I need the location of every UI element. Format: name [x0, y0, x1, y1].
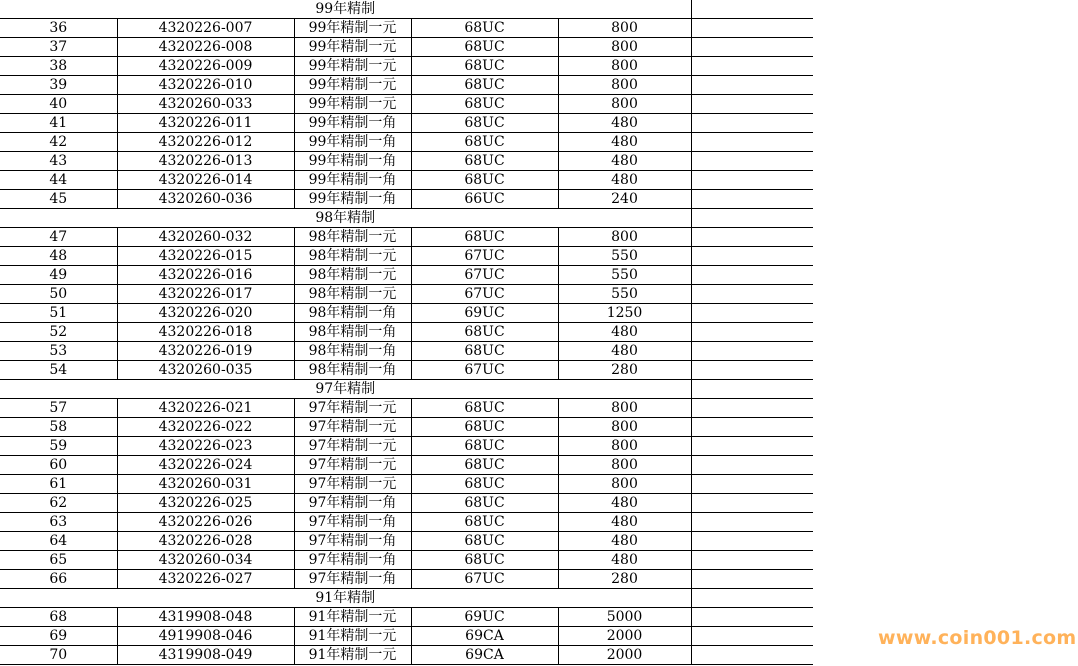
certificate-number-cell[interactable]: 4320226-018	[117, 323, 294, 342]
row-number-cell[interactable]: 49	[0, 266, 117, 285]
table-row	[0, 494, 813, 513]
grade-cell[interactable]: 68UC	[411, 76, 558, 95]
row-number-cell[interactable]: 61	[0, 475, 117, 494]
notes-cell[interactable]	[691, 38, 813, 57]
table-row	[0, 437, 813, 456]
price-cell[interactable]: 550	[558, 247, 691, 266]
price-cell[interactable]: 2000	[558, 646, 691, 665]
grade-cell[interactable]: 69UC	[411, 608, 558, 627]
notes-cell[interactable]	[691, 0, 813, 19]
certificate-number-cell[interactable]: 4320226-027	[117, 570, 294, 589]
table-row	[0, 418, 813, 437]
grade-cell[interactable]: 68UC	[411, 228, 558, 247]
certificate-number-cell[interactable]: 4320226-013	[117, 152, 294, 171]
item-name-cell[interactable]: 99年精制一元	[294, 38, 411, 57]
item-name-cell[interactable]: 99年精制一角	[294, 171, 411, 190]
certificate-number-cell[interactable]: 4320226-025	[117, 494, 294, 513]
price-cell[interactable]: 800	[558, 456, 691, 475]
price-cell[interactable]: 800	[558, 19, 691, 38]
section-header-row	[0, 0, 813, 19]
grade-cell[interactable]: 67UC	[411, 361, 558, 380]
row-number-cell[interactable]: 51	[0, 304, 117, 323]
grade-cell[interactable]: 67UC	[411, 570, 558, 589]
row-number-cell[interactable]: 38	[0, 57, 117, 76]
certificate-number-cell[interactable]: 4320226-020	[117, 304, 294, 323]
grade-cell[interactable]: 68UC	[411, 513, 558, 532]
certificate-number-cell[interactable]: 4320226-028	[117, 532, 294, 551]
table-row	[0, 19, 813, 38]
item-name-cell[interactable]: 91年精制一元	[294, 627, 411, 646]
table-row	[0, 361, 813, 380]
row-number-cell[interactable]: 54	[0, 361, 117, 380]
notes-cell[interactable]	[691, 152, 813, 171]
row-number-cell[interactable]: 43	[0, 152, 117, 171]
price-cell[interactable]: 480	[558, 133, 691, 152]
item-name-cell[interactable]: 99年精制一角	[294, 152, 411, 171]
notes-cell[interactable]	[691, 95, 813, 114]
row-number-cell[interactable]: 65	[0, 551, 117, 570]
certificate-number-cell[interactable]: 4320226-026	[117, 513, 294, 532]
grade-cell[interactable]: 68UC	[411, 551, 558, 570]
grade-cell[interactable]: 69CA	[411, 627, 558, 646]
row-number-cell[interactable]: 59	[0, 437, 117, 456]
certificate-number-cell[interactable]: 4319908-048	[117, 608, 294, 627]
section-title-cell[interactable]: 97年精制	[0, 380, 691, 399]
row-number-cell[interactable]: 48	[0, 247, 117, 266]
table-row	[0, 399, 813, 418]
price-cell[interactable]: 5000	[558, 608, 691, 627]
certificate-number-cell[interactable]: 4320226-007	[117, 19, 294, 38]
item-name-cell[interactable]: 98年精制一角	[294, 342, 411, 361]
certificate-number-cell[interactable]: 4320260-035	[117, 361, 294, 380]
site-watermark: www.coin001.com	[878, 627, 1077, 649]
table-row	[0, 228, 813, 247]
item-name-cell[interactable]: 99年精制一元	[294, 57, 411, 76]
item-name-cell[interactable]: 99年精制一角	[294, 133, 411, 152]
item-name-cell[interactable]: 99年精制一角	[294, 114, 411, 133]
notes-cell[interactable]	[691, 171, 813, 190]
certificate-number-cell[interactable]: 4320226-011	[117, 114, 294, 133]
price-cell[interactable]: 480	[558, 532, 691, 551]
notes-cell[interactable]	[691, 494, 813, 513]
row-number-cell[interactable]: 68	[0, 608, 117, 627]
notes-cell[interactable]	[691, 627, 813, 646]
certificate-number-cell[interactable]: 4320260-031	[117, 475, 294, 494]
certificate-number-cell[interactable]: 4320260-033	[117, 95, 294, 114]
certificate-number-cell[interactable]: 4320226-010	[117, 76, 294, 95]
certificate-number-cell[interactable]: 4320260-032	[117, 228, 294, 247]
notes-cell[interactable]	[691, 646, 813, 665]
price-cell[interactable]: 480	[558, 494, 691, 513]
price-cell[interactable]: 2000	[558, 627, 691, 646]
row-number-cell[interactable]: 41	[0, 114, 117, 133]
grade-cell[interactable]: 68UC	[411, 437, 558, 456]
row-number-cell[interactable]: 62	[0, 494, 117, 513]
section-header-row	[0, 209, 813, 228]
item-name-cell[interactable]: 97年精制一角	[294, 532, 411, 551]
notes-cell[interactable]	[691, 342, 813, 361]
row-number-cell[interactable]: 63	[0, 513, 117, 532]
item-name-cell[interactable]: 97年精制一角	[294, 570, 411, 589]
table-row	[0, 551, 813, 570]
table-row	[0, 38, 813, 57]
row-number-cell[interactable]: 40	[0, 95, 117, 114]
notes-cell[interactable]	[691, 551, 813, 570]
notes-cell[interactable]	[691, 532, 813, 551]
certificate-number-cell[interactable]: 4320260-036	[117, 190, 294, 209]
item-name-cell[interactable]: 98年精制一角	[294, 361, 411, 380]
price-cell[interactable]: 800	[558, 418, 691, 437]
section-title-cell[interactable]: 91年精制	[0, 589, 691, 608]
notes-cell[interactable]	[691, 513, 813, 532]
grade-cell[interactable]: 67UC	[411, 285, 558, 304]
grade-cell[interactable]: 68UC	[411, 19, 558, 38]
notes-cell[interactable]	[691, 589, 813, 608]
table-row	[0, 266, 813, 285]
grade-cell[interactable]: 69CA	[411, 646, 558, 665]
table-row	[0, 323, 813, 342]
table-row	[0, 342, 813, 361]
notes-cell[interactable]	[691, 76, 813, 95]
notes-cell[interactable]	[691, 266, 813, 285]
notes-cell[interactable]	[691, 133, 813, 152]
notes-cell[interactable]	[691, 285, 813, 304]
notes-cell[interactable]	[691, 399, 813, 418]
certificate-number-cell[interactable]: 4319908-049	[117, 646, 294, 665]
price-cell[interactable]: 240	[558, 190, 691, 209]
price-cell[interactable]: 480	[558, 513, 691, 532]
certificate-number-cell[interactable]: 4320226-023	[117, 437, 294, 456]
item-name-cell[interactable]: 97年精制一角	[294, 513, 411, 532]
grade-cell[interactable]: 67UC	[411, 266, 558, 285]
table-row	[0, 57, 813, 76]
table-row	[0, 152, 813, 171]
item-name-cell[interactable]: 91年精制一元	[294, 608, 411, 627]
notes-cell[interactable]	[691, 228, 813, 247]
price-cell[interactable]: 800	[558, 76, 691, 95]
table-row	[0, 247, 813, 266]
price-cell[interactable]: 800	[558, 38, 691, 57]
price-cell[interactable]: 800	[558, 228, 691, 247]
table-row	[0, 456, 813, 475]
notes-cell[interactable]	[691, 323, 813, 342]
row-number-cell[interactable]: 53	[0, 342, 117, 361]
grade-cell[interactable]: 67UC	[411, 247, 558, 266]
notes-cell[interactable]	[691, 437, 813, 456]
item-name-cell[interactable]: 98年精制一元	[294, 266, 411, 285]
row-number-cell[interactable]: 42	[0, 133, 117, 152]
row-number-cell[interactable]: 66	[0, 570, 117, 589]
price-cell[interactable]: 550	[558, 266, 691, 285]
price-cell[interactable]: 280	[558, 361, 691, 380]
notes-cell[interactable]	[691, 608, 813, 627]
grade-cell[interactable]: 69UC	[411, 304, 558, 323]
row-number-cell[interactable]: 50	[0, 285, 117, 304]
price-cell[interactable]: 480	[558, 323, 691, 342]
table-row	[0, 285, 813, 304]
grade-cell[interactable]: 68UC	[411, 456, 558, 475]
notes-cell[interactable]	[691, 380, 813, 399]
item-name-cell[interactable]: 97年精制一角	[294, 551, 411, 570]
price-cell[interactable]: 480	[558, 152, 691, 171]
price-cell[interactable]: 480	[558, 551, 691, 570]
table-row	[0, 304, 813, 323]
row-number-cell[interactable]: 69	[0, 627, 117, 646]
table-row	[0, 475, 813, 494]
table-row	[0, 114, 813, 133]
certificate-number-cell[interactable]: 4320226-009	[117, 57, 294, 76]
notes-cell[interactable]	[691, 57, 813, 76]
grade-cell[interactable]: 68UC	[411, 323, 558, 342]
item-name-cell[interactable]: 98年精制一角	[294, 304, 411, 323]
grade-cell[interactable]: 68UC	[411, 475, 558, 494]
price-cell[interactable]: 480	[558, 342, 691, 361]
section-header-row	[0, 589, 813, 608]
table-row	[0, 646, 813, 665]
notes-cell[interactable]	[691, 114, 813, 133]
certificate-number-cell[interactable]: 4320226-022	[117, 418, 294, 437]
grade-cell[interactable]: 66UC	[411, 190, 558, 209]
grade-cell[interactable]: 68UC	[411, 38, 558, 57]
price-cell[interactable]: 1250	[558, 304, 691, 323]
item-name-cell[interactable]: 98年精制一元	[294, 247, 411, 266]
item-name-cell[interactable]: 97年精制一元	[294, 475, 411, 494]
grade-cell[interactable]: 68UC	[411, 418, 558, 437]
row-number-cell[interactable]: 52	[0, 323, 117, 342]
grade-cell[interactable]: 68UC	[411, 399, 558, 418]
certificate-number-cell[interactable]: 4320226-008	[117, 38, 294, 57]
row-number-cell[interactable]: 44	[0, 171, 117, 190]
table-row	[0, 570, 813, 589]
certificate-number-cell[interactable]: 4320226-017	[117, 285, 294, 304]
grade-cell[interactable]: 68UC	[411, 95, 558, 114]
table-row	[0, 190, 813, 209]
table-row	[0, 171, 813, 190]
price-cell[interactable]: 800	[558, 437, 691, 456]
row-number-cell[interactable]: 39	[0, 76, 117, 95]
certificate-number-cell[interactable]: 4320226-015	[117, 247, 294, 266]
item-name-cell[interactable]: 99年精制一元	[294, 19, 411, 38]
row-number-cell[interactable]: 47	[0, 228, 117, 247]
notes-cell[interactable]	[691, 475, 813, 494]
table-row	[0, 95, 813, 114]
notes-cell[interactable]	[691, 19, 813, 38]
table-row	[0, 532, 813, 551]
row-number-cell[interactable]: 57	[0, 399, 117, 418]
section-header-row	[0, 380, 813, 399]
grade-cell[interactable]: 68UC	[411, 532, 558, 551]
grade-cell[interactable]: 68UC	[411, 342, 558, 361]
notes-cell[interactable]	[691, 418, 813, 437]
row-number-cell[interactable]: 64	[0, 532, 117, 551]
table-row	[0, 133, 813, 152]
item-name-cell[interactable]: 97年精制一元	[294, 456, 411, 475]
price-cell[interactable]: 800	[558, 475, 691, 494]
section-title-cell[interactable]: 99年精制	[0, 0, 691, 19]
certificate-number-cell[interactable]: 4320226-024	[117, 456, 294, 475]
certificate-number-cell[interactable]: 4320226-012	[117, 133, 294, 152]
item-name-cell[interactable]: 99年精制一元	[294, 95, 411, 114]
section-title-cell[interactable]: 98年精制	[0, 209, 691, 228]
item-name-cell[interactable]: 97年精制一元	[294, 418, 411, 437]
certificate-number-cell[interactable]: 4320226-021	[117, 399, 294, 418]
grade-cell[interactable]: 68UC	[411, 114, 558, 133]
notes-cell[interactable]	[691, 190, 813, 209]
grade-cell[interactable]: 68UC	[411, 494, 558, 513]
item-name-cell[interactable]: 98年精制一元	[294, 285, 411, 304]
item-name-cell[interactable]: 97年精制一角	[294, 494, 411, 513]
item-name-cell[interactable]: 99年精制一角	[294, 190, 411, 209]
certificate-number-cell[interactable]: 4320226-016	[117, 266, 294, 285]
row-number-cell[interactable]: 60	[0, 456, 117, 475]
item-name-cell[interactable]: 97年精制一元	[294, 399, 411, 418]
notes-cell[interactable]	[691, 209, 813, 228]
row-number-cell[interactable]: 58	[0, 418, 117, 437]
item-name-cell[interactable]: 99年精制一元	[294, 76, 411, 95]
price-cell[interactable]: 480	[558, 171, 691, 190]
price-cell[interactable]: 800	[558, 399, 691, 418]
certificate-number-cell[interactable]: 4320226-014	[117, 171, 294, 190]
notes-cell[interactable]	[691, 456, 813, 475]
price-cell[interactable]: 800	[558, 57, 691, 76]
price-cell[interactable]: 480	[558, 114, 691, 133]
certificate-number-cell[interactable]: 4320260-034	[117, 551, 294, 570]
price-cell[interactable]: 800	[558, 95, 691, 114]
notes-cell[interactable]	[691, 304, 813, 323]
row-number-cell[interactable]: 36	[0, 19, 117, 38]
grade-cell[interactable]: 68UC	[411, 133, 558, 152]
table-row	[0, 608, 813, 627]
price-cell[interactable]: 550	[558, 285, 691, 304]
item-name-cell[interactable]: 98年精制一角	[294, 323, 411, 342]
table-row	[0, 627, 813, 646]
table-row	[0, 513, 813, 532]
row-number-cell[interactable]: 70	[0, 646, 117, 665]
row-number-cell[interactable]: 45	[0, 190, 117, 209]
item-name-cell[interactable]: 97年精制一元	[294, 437, 411, 456]
item-name-cell[interactable]: 91年精制一元	[294, 646, 411, 665]
notes-cell[interactable]	[691, 361, 813, 380]
grade-cell[interactable]: 68UC	[411, 57, 558, 76]
table-row	[0, 76, 813, 95]
price-cell[interactable]: 280	[558, 570, 691, 589]
notes-cell[interactable]	[691, 570, 813, 589]
grade-cell[interactable]: 68UC	[411, 152, 558, 171]
certificate-number-cell[interactable]: 4320226-019	[117, 342, 294, 361]
certificate-number-cell[interactable]: 4919908-046	[117, 627, 294, 646]
item-name-cell[interactable]: 98年精制一元	[294, 228, 411, 247]
row-number-cell[interactable]: 37	[0, 38, 117, 57]
notes-cell[interactable]	[691, 247, 813, 266]
grade-cell[interactable]: 68UC	[411, 171, 558, 190]
